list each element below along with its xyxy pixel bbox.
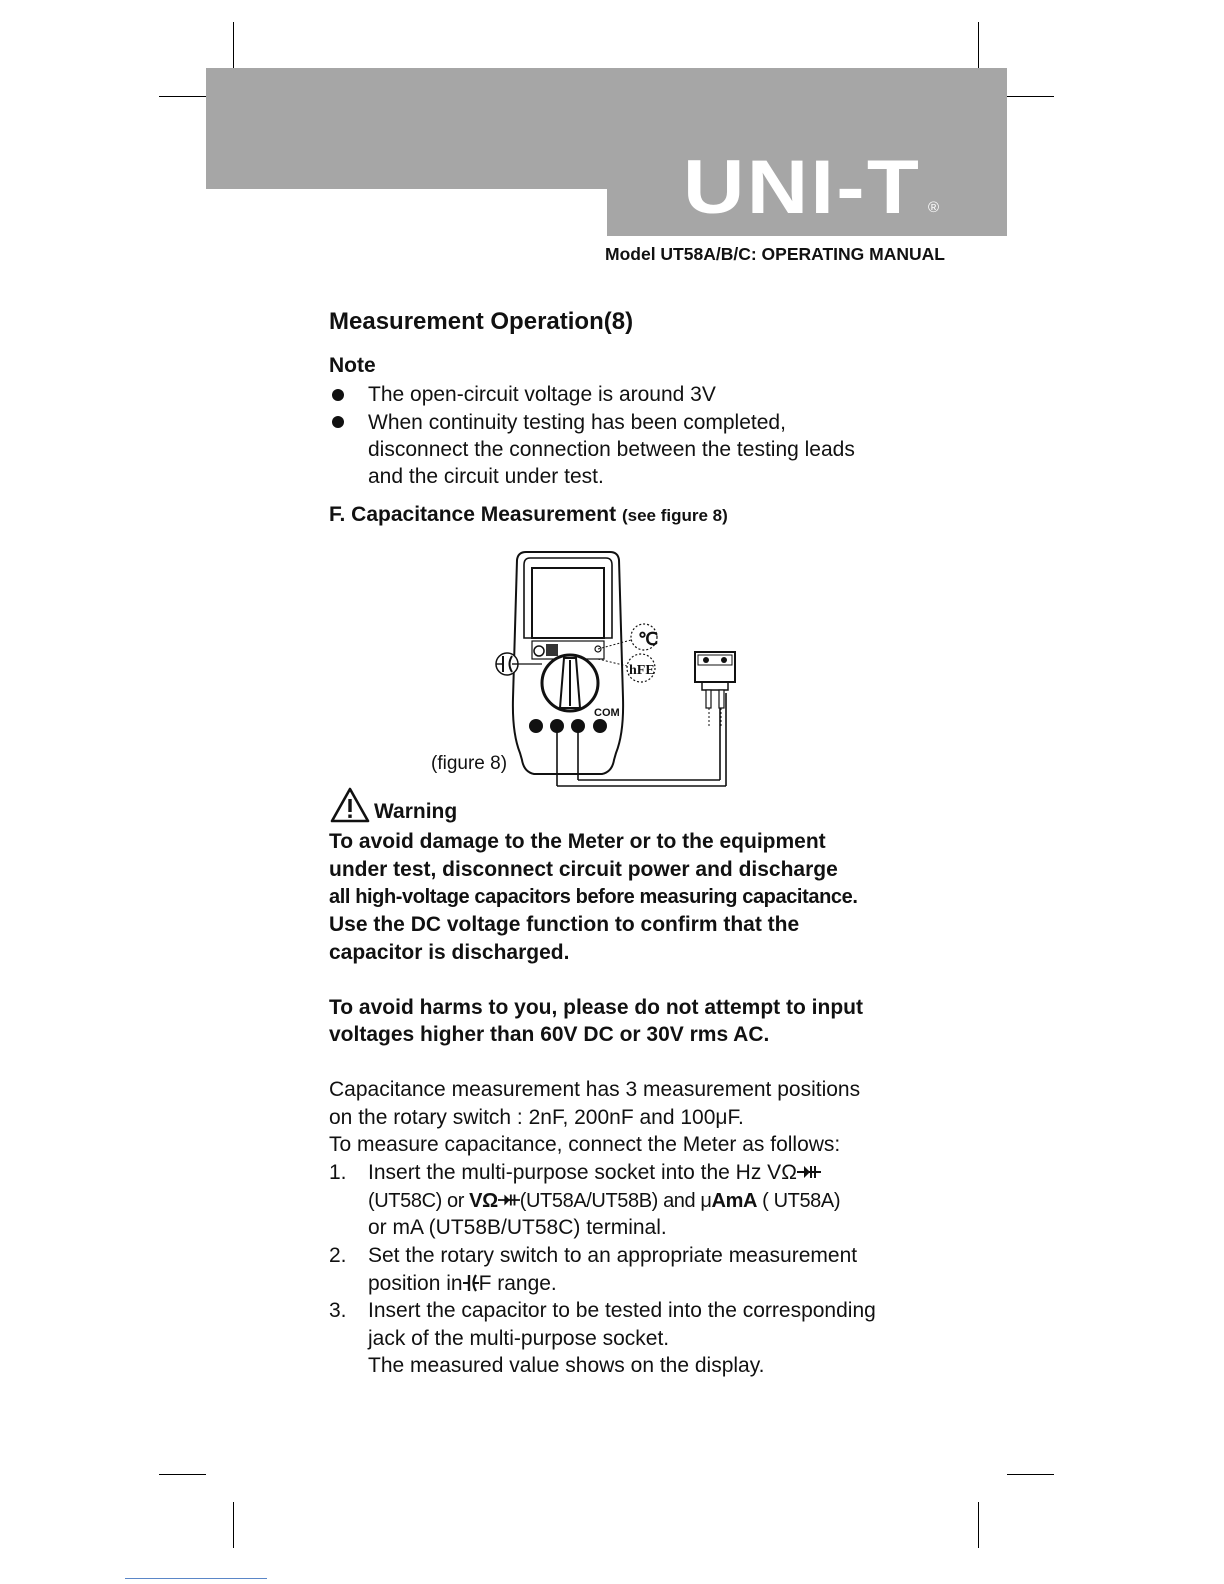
body-line-1: Capacitance measurement has 3 measurement positions	[329, 1078, 861, 1101]
capacitance-heading	[329, 501, 728, 530]
manual-title: Model UT58A/B/C: OPERATING MANUAL	[605, 244, 945, 264]
warning-line-6: To avoid harms to you, please do not attempt to input	[329, 996, 863, 1019]
diode-capacitor-icon	[498, 1192, 520, 1208]
step-1-line-3: or mA (UT58B/UT58C) terminal.	[368, 1216, 667, 1239]
note-bullet-2-line-2: disconnect the connection between the testing leads	[368, 438, 855, 461]
brand-logo: UNI-T	[683, 145, 922, 230]
warning-line-7: voltages higher than 60V DC or 30V rms AC.	[329, 1023, 770, 1046]
step-1-text-a: Insert the multi-purpose socket into the Hz VΩ	[368, 1161, 797, 1184]
crop-mark	[978, 1502, 979, 1548]
figure-8-meter-diagram	[490, 548, 750, 793]
body-line-3: To measure capacitance, connect the Meter as follows:	[329, 1133, 841, 1156]
note-bullet-2-line-1: When continuity testing has been completed,	[368, 411, 786, 434]
page-title: Measurement Operation(8)	[329, 308, 634, 335]
step-1-number: 1.	[329, 1161, 347, 1184]
crop-mark	[1007, 96, 1054, 97]
note-heading: Note	[329, 354, 376, 377]
step-1-text-b5: ( UT58A)	[757, 1190, 841, 1212]
note-bullet-2-line-3: and the circuit under test.	[368, 465, 604, 488]
warning-line-4: Use the DC voltage function to confirm that the	[329, 913, 800, 936]
step-1-text-b3: (UT58A/UT58B) and μ	[519, 1190, 712, 1212]
registered-mark: ®	[928, 199, 940, 216]
step-3-number: 3.	[329, 1299, 347, 1322]
bullet-icon	[332, 389, 344, 401]
step-2-number: 2.	[329, 1244, 347, 1267]
step-1-line-1	[368, 1159, 821, 1187]
warning-line-3: all high-voltage capacitors before measuring capacitance.	[329, 886, 858, 908]
step-2-text-b2: F range.	[478, 1272, 557, 1295]
step-2-line-1: Set the rotary switch to an appropriate measurement	[368, 1244, 858, 1267]
crop-mark	[159, 1474, 206, 1475]
bullet-icon	[332, 416, 344, 428]
step-1-text-b1: (UT58C) or	[368, 1190, 470, 1212]
capacitor-icon	[463, 1274, 479, 1292]
capacitance-heading-text: F. Capacitance Measurement	[329, 503, 617, 526]
step-1-line-2	[368, 1187, 840, 1215]
warning-icon	[329, 786, 371, 824]
step-1-text-b2: VΩ	[469, 1190, 498, 1212]
page-edge-line	[125, 1578, 267, 1579]
warning-line-2: under test, disconnect circuit power and discharge	[329, 858, 838, 881]
warning-line-1: To avoid damage to the Meter or to the equipment	[329, 830, 826, 853]
capacitance-heading-ref: (see figure 8)	[621, 506, 728, 525]
diode-capacitor-icon	[797, 1164, 821, 1180]
step-1-text-b4: AmA	[711, 1190, 758, 1212]
step-3-line-2: jack of the multi-purpose socket.	[368, 1327, 670, 1350]
hfe-label: hFE	[629, 663, 655, 678]
warning-heading: Warning	[374, 800, 458, 823]
figure-caption: (figure 8)	[431, 753, 508, 774]
crop-mark	[233, 22, 234, 68]
crop-mark	[233, 1502, 234, 1548]
crop-mark	[978, 22, 979, 68]
step-3-line-3: The measured value shows on the display.	[368, 1354, 765, 1377]
crop-mark	[159, 96, 206, 97]
note-bullet-1: The open-circuit voltage is around 3V	[368, 383, 716, 406]
com-label: COM	[594, 707, 620, 719]
step-3-line-1: Insert the capacitor to be tested into the corresponding	[368, 1299, 876, 1322]
step-2-text-b1: position in	[368, 1272, 463, 1295]
crop-mark	[1007, 1474, 1054, 1475]
temperature-label: ℃	[638, 629, 659, 649]
body-line-2: on the rotary switch : 2nF, 200nF and 100μF.	[329, 1106, 744, 1129]
warning-line-5: capacitor is discharged.	[329, 941, 570, 964]
step-2-line-2	[368, 1270, 557, 1298]
